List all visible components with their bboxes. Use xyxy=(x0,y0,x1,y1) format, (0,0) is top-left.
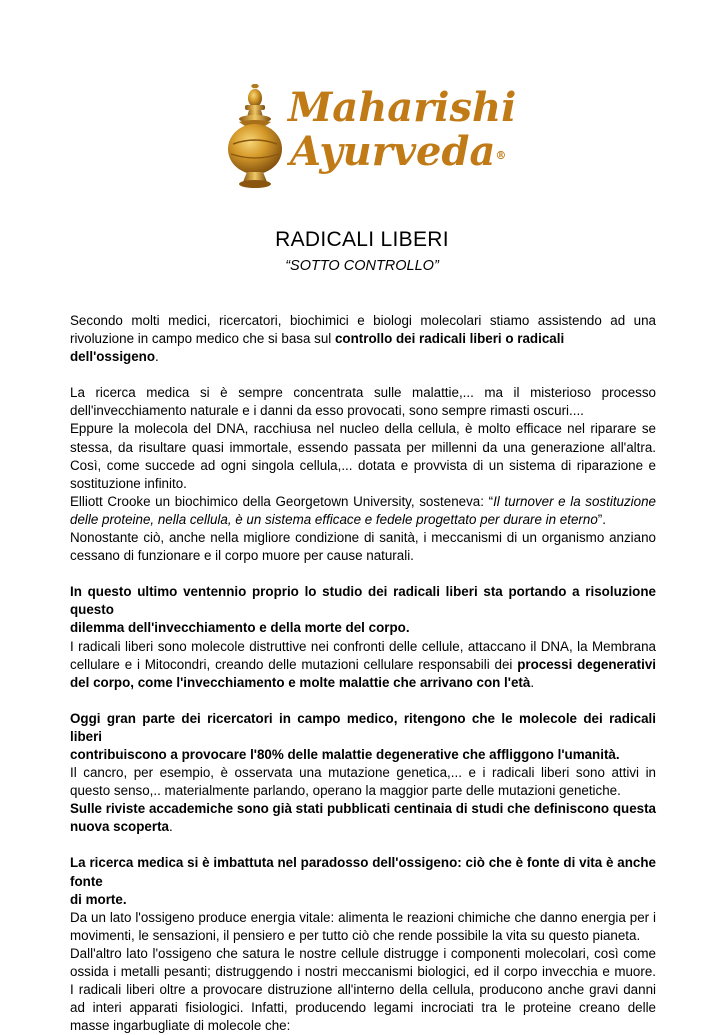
text-line: dilemma dell'invecchiamento e della morte del corpo. xyxy=(70,620,410,636)
text-line: In questo ultimo ventennio proprio lo studio dei radicali liberi sta portando a risoluzione questo xyxy=(70,584,656,618)
text-line: cellulare e i Mitocondri, creando delle mutazioni cellulare responsabili dei processi degenerativi xyxy=(70,656,657,672)
text-line: Secondo molti medici, ricercatori, biochimici e biologi molecolari stiamo assistendo ad una xyxy=(70,313,656,328)
text-line: ad interi apparati fisiologici. Infatti, producendo legami incrociati tra le proteine creano delle xyxy=(70,1000,656,1016)
brand-name-line2: Ayurveda® xyxy=(290,128,507,175)
text-line: Eppure la molecola del DNA, racchiusa nel nucleo della cellula, è molto efficace nel riparare se xyxy=(70,421,656,437)
text-line: Così, come succede ad ogni singola cellula,... dotata e provvista di un sistema di riparazione e xyxy=(70,457,656,473)
text-line: La ricerca medica si è imbattuta nel paradosso dell'ossigeno: ciò che è fonte di vita è anche fonte xyxy=(70,855,656,889)
document-body xyxy=(70,312,656,1035)
golden-urn-icon xyxy=(225,84,285,189)
document-subtitle: “SOTTO CONTROLLO” xyxy=(285,258,439,274)
paragraph-researchers xyxy=(70,710,656,837)
paragraph-free-radicals xyxy=(70,583,656,692)
text-line: di morte. xyxy=(70,891,127,907)
text-line: contribuiscono a provocare l'80% delle malattie degenerative che affliggono l'umanità. xyxy=(70,746,620,762)
brand-logo xyxy=(225,84,517,194)
paragraph-oxygen-paradox xyxy=(70,854,656,1035)
text-line: dell'invecchiamento naturale e i danni da esso provocati, sono sempre rimasti oscuri.... xyxy=(70,403,584,419)
brand-wordmark xyxy=(288,86,516,174)
document-title: RADICALI LIBERI xyxy=(275,228,449,251)
text-line: I radicali liberi sono molecole distruttive nei confronti delle cellule, attaccano il DNA, la Membrana xyxy=(70,638,656,654)
text-line: Da un lato l'ossigeno produce energia vitale: alimenta le reazioni chimiche che danno energia per i xyxy=(70,909,656,925)
registered-mark: ® xyxy=(495,149,507,162)
text-line: I radicali liberi oltre a provocare distruzione all'interno della cellula, producono anche gravi danni xyxy=(70,982,656,998)
paragraph-intro xyxy=(70,312,656,366)
text-line: Il cancro, per esempio, è osservata una mutazione genetica,... e i radicali liberi sono attivi in xyxy=(70,765,656,781)
text-line: del corpo, come l'invecchiamento e molte malattie che arrivano con l'età. xyxy=(70,674,535,690)
text-line: Oggi gran parte dei ricercatori in campo medico, ritengono che le molecole dei radicali liberi xyxy=(70,710,656,744)
paragraph-research xyxy=(70,384,656,565)
text-line: La ricerca medica si è sempre concentrata sulle malattie,... ma il misterioso processo xyxy=(70,385,656,401)
text-line: nuova scoperta. xyxy=(70,819,173,835)
text-line: sostituzione infinito. xyxy=(70,475,187,491)
text-line: movimenti, le sensazioni, il pensiero e per tutto ciò che rende possibile la vita su questo pianeta. xyxy=(70,927,641,943)
text-line: rivoluzione in campo medico che si basa sul controllo dei radicali liberi o radicali dell'ossigeno. xyxy=(70,331,565,365)
text-line: stessa, da risultare quasi immortale, essendo passata per millenni da una generazione all'altra. xyxy=(70,439,656,455)
text-line: Sulle riviste accademiche sono già stati pubblicati centinaia di studi che definiscono questa xyxy=(70,801,656,817)
text-line: Dall'altro lato l'ossigeno che satura le nostre cellule distrugge i componenti molecolari, così come xyxy=(70,945,656,961)
brand-name-line1: Maharishi xyxy=(288,84,517,131)
text-line: Elliott Crooke un biochimico della Georgetown University, sosteneva: “Il turnover e la sostituzione xyxy=(70,493,656,509)
text-line: masse ingarbugliate di molecole che: xyxy=(70,1018,291,1034)
text-line: Nonostante ciò, anche nella migliore condizione di sanità, i meccanismi di un organismo anziano xyxy=(70,530,656,546)
text-line: cessano di funzionare e il corpo muore per cause naturali. xyxy=(70,548,414,564)
text-line: delle proteine, nella cellula, è un sistema efficace e fedele progettato per durare in eterno”. xyxy=(70,511,606,527)
text-line: ossida i metalli pesanti; distruggendo i nostri meccanismi biologici, ed il corpo invecchia e muore. xyxy=(70,964,656,979)
text-line: questo senso,.. materialmente parlando, operano la maggior parte delle mutazioni genetiche. xyxy=(70,783,621,799)
